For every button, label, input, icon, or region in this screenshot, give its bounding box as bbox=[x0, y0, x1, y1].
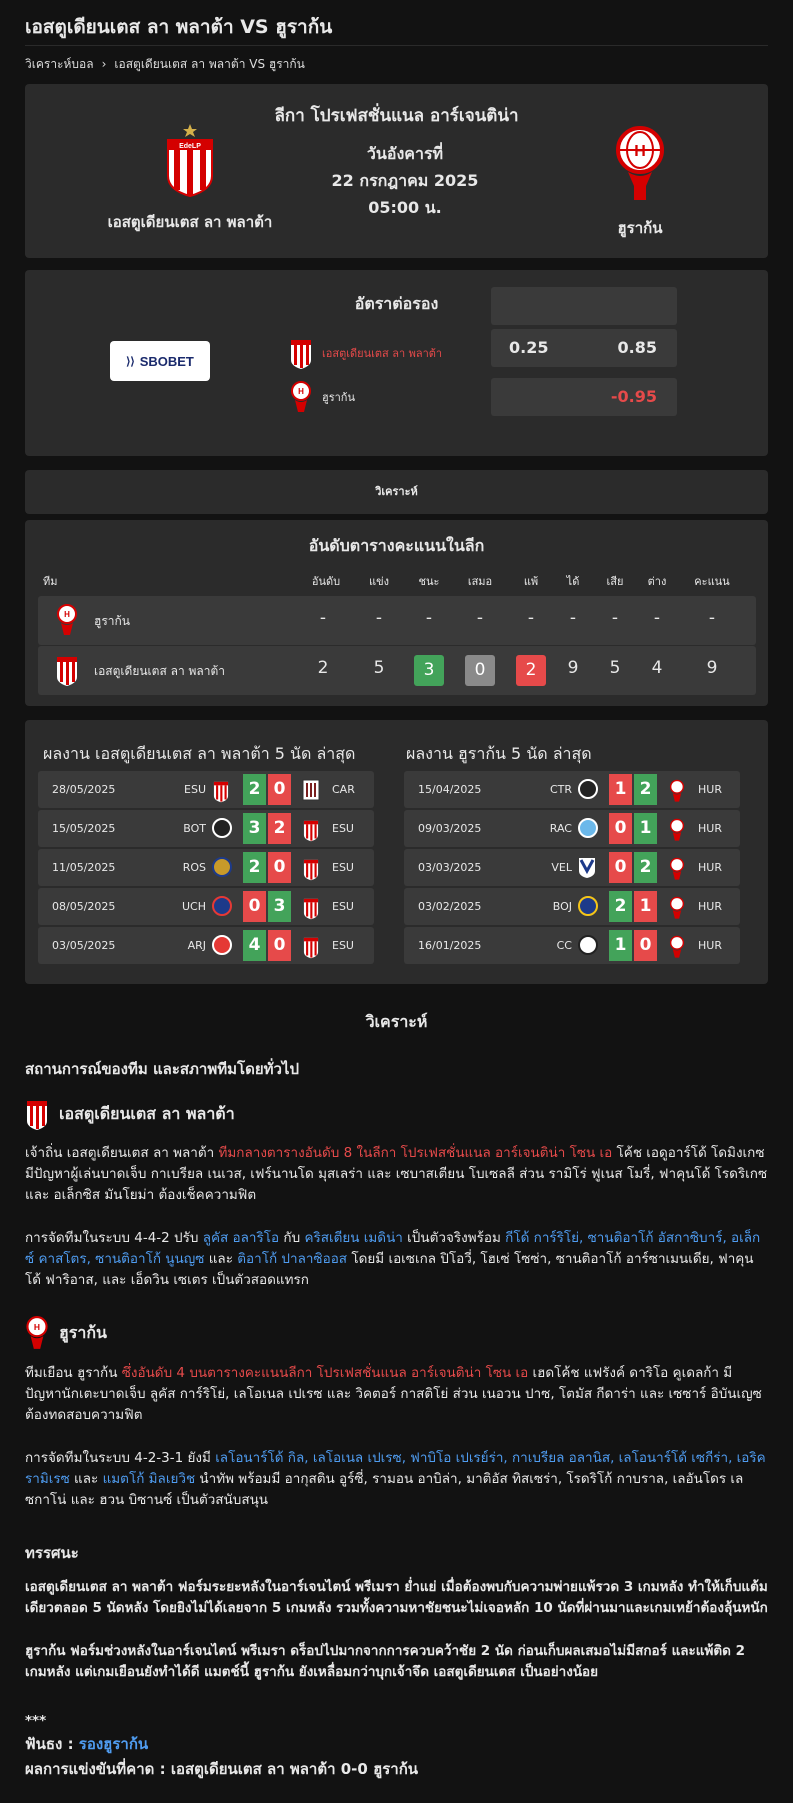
away-team-crest-icon bbox=[616, 124, 664, 204]
away-small-crest-icon bbox=[25, 1315, 49, 1351]
form-row[interactable] bbox=[38, 927, 374, 964]
view-paragraph-1: เอสตูเดียนเตส ลา พลาต้า ฟอร์มระยะหลังในอาร์เจนไตน์ พรีเมรา ย่ำแย่ เมื่อต้องพบกับความพ่ายแพ้รวด 3 เกมหลัง ทำให้เก็บแต้มเดียวตลอด 5 นัดหลัง โดยยิงไม่ได้เลยจาก 5 เกมหลัง รวมทั้งความหาชัยชนะไม่เจอหลัก 10 นัดที่ผ่านมาและเกมเหย้าต้องลุ้นหนัก bbox=[25, 1579, 768, 1616]
match-datetime bbox=[295, 140, 515, 221]
form-row[interactable] bbox=[404, 927, 740, 964]
form-team-2: HUR bbox=[698, 822, 722, 835]
col-pts: คะแนน bbox=[694, 575, 730, 588]
article-home-name: เอสตูเดียนเตส ลา พลาต้า bbox=[59, 1103, 235, 1123]
form-score-2: 0 bbox=[268, 852, 291, 883]
form-score-1: 2 bbox=[243, 852, 266, 883]
row-gd: - bbox=[653, 608, 661, 628]
form-score-1: 0 bbox=[609, 852, 632, 883]
col-win: ชนะ bbox=[418, 575, 440, 588]
article-section-title: สถานการณ์ของทีม และสภาพทีมโดยทั่วไป bbox=[25, 1060, 299, 1078]
match-date: 22 กรกฎาคม 2025 bbox=[331, 171, 479, 190]
form-row[interactable] bbox=[38, 771, 374, 808]
row-gf: 9 bbox=[567, 658, 579, 678]
page-title: เอสตูเดียนเตส ลา พลาต้า VS ฮูราก้น bbox=[25, 0, 768, 46]
odds-home-box[interactable] bbox=[491, 287, 677, 325]
form-score-1: 4 bbox=[243, 930, 266, 961]
away-small-crest-icon bbox=[290, 380, 312, 414]
team-crest-icon bbox=[668, 935, 686, 962]
form-score-1: 0 bbox=[243, 891, 266, 922]
breadcrumb-current: เอสตูเดียนเตส ลา พลาต้า VS ฮูราก้น bbox=[114, 56, 305, 71]
form-team-2: ESU bbox=[332, 900, 354, 913]
form-row[interactable] bbox=[38, 849, 374, 886]
row-pts: - bbox=[708, 608, 716, 628]
form-score-2: 0 bbox=[268, 930, 291, 961]
form-row[interactable] bbox=[404, 849, 740, 886]
form-date: 16/01/2025 bbox=[418, 939, 482, 952]
home-small-crest-icon bbox=[25, 1097, 49, 1131]
form-score-2: 1 bbox=[634, 891, 657, 922]
away-form-title: ผลงาน ฮูราก้น 5 นัด ล่าสุด bbox=[406, 744, 592, 763]
form-score-2: 2 bbox=[634, 774, 657, 805]
form-team-2: HUR bbox=[698, 939, 722, 952]
col-played: แข่ง bbox=[369, 575, 389, 588]
form-row[interactable] bbox=[404, 771, 740, 808]
team-crest-icon bbox=[212, 818, 232, 841]
form-score-1: 3 bbox=[243, 813, 266, 844]
row-gd: 4 bbox=[651, 658, 663, 678]
away-team-name: ฮูราก้น bbox=[617, 219, 663, 237]
view-title: ทรรศนะ bbox=[25, 1544, 79, 1562]
form-team-1: ROS bbox=[182, 861, 206, 874]
row-ga: 5 bbox=[609, 658, 621, 678]
form-row[interactable] bbox=[404, 810, 740, 847]
article-home-paragraph-1: เจ้าถิ่น เอสตูเดียนเตส ลา พลาต้า ทีมกลางตารางอันดับ 8 ในลีกา โปรเฟสชั่นแนล อาร์เจนติน่า โซน เอ โค้ช เอดูอาร์โด้ โดมิงเกซ มีปัญหาผู้เล่นบาดเจ็บ กาเบรียล เนเวส, เฟร์นานโด มุสเลร่า และ เซบาสเตียน โบเซลลี ส่วน รามิโร่ ฟูเนส โมรี่, ฟาคุนโด้ โรดริเกซ และ อเล็กซิส มันโยม่า ต้องเช็คความฟิต bbox=[25, 1145, 768, 1203]
article-title: วิเคราะห์ bbox=[365, 1012, 428, 1031]
svg-text:H: H bbox=[634, 143, 646, 160]
form-score-2: 2 bbox=[268, 813, 291, 844]
sbobet-logo[interactable]: ⟩⟩ SBOBET bbox=[110, 341, 210, 381]
breadcrumb-separator: › bbox=[101, 57, 107, 71]
row-win: - bbox=[425, 608, 433, 628]
match-day: วันอังคารที่ bbox=[366, 144, 444, 163]
form-score-1: 1 bbox=[609, 774, 632, 805]
form-score-1: 1 bbox=[609, 930, 632, 961]
row-team-name: ฮูราก้น bbox=[94, 614, 130, 628]
tip-line: ฟันธง : รองฮูราก้น bbox=[25, 1735, 149, 1753]
row-gf: - bbox=[569, 608, 577, 628]
odds-home-name: เอสตูเดียนเตส ลา พลาต้า bbox=[322, 347, 443, 360]
col-gd: ต่าง bbox=[647, 575, 667, 588]
form-team-2: ESU bbox=[332, 822, 354, 835]
svg-text:H: H bbox=[33, 1321, 41, 1332]
form-team-2: HUR bbox=[698, 861, 722, 874]
odds-away-price-box[interactable] bbox=[491, 378, 677, 416]
analysis-article bbox=[25, 1010, 768, 1780]
form-row[interactable] bbox=[404, 888, 740, 925]
odds-away-price: -0.95 bbox=[610, 387, 657, 406]
team-crest-icon bbox=[212, 779, 230, 806]
match-header bbox=[25, 84, 768, 258]
form-date: 08/05/2025 bbox=[52, 900, 116, 913]
team-crest-icon bbox=[212, 896, 232, 919]
team-crest-icon bbox=[668, 779, 686, 806]
sbobet-mark-icon: ⟩⟩ bbox=[126, 355, 135, 368]
team-crest-icon bbox=[302, 896, 320, 923]
row-rank: 2 bbox=[317, 658, 329, 678]
row-team-name: เอสตูเดียนเตส ลา พลาต้า bbox=[94, 664, 226, 678]
league-name: ลีกา โปรเฟสชั่นแนล อาร์เจนติน่า bbox=[274, 106, 519, 126]
row-win: 3 bbox=[414, 655, 444, 686]
form-team-2: HUR bbox=[698, 900, 722, 913]
odds-home-price: 0.85 bbox=[617, 338, 657, 357]
form-team-1: ESU bbox=[184, 783, 206, 796]
form-team-2: ESU bbox=[332, 861, 354, 874]
form-team-1: BOJ bbox=[552, 900, 572, 913]
col-ga: เสีย bbox=[606, 575, 624, 588]
form-row[interactable] bbox=[38, 810, 374, 847]
article-away-name: ฮูราก้น bbox=[59, 1322, 107, 1342]
team-crest-icon bbox=[578, 818, 598, 841]
odds-handicap: 0.25 bbox=[509, 338, 549, 357]
form-date: 09/03/2025 bbox=[418, 822, 482, 835]
svg-text:H: H bbox=[64, 610, 70, 619]
form-date: 03/03/2025 bbox=[418, 861, 482, 874]
svg-text:EdeLP: EdeLP bbox=[179, 143, 201, 150]
home-small-crest-icon bbox=[290, 336, 312, 370]
form-team-2: HUR bbox=[698, 783, 722, 796]
form-team-1: RAC bbox=[549, 822, 572, 835]
article-home-paragraph-2: การจัดทีมในระบบ 4-4-2 ปรับ ลูคัส อลาริโอ กับ คริสเตียน เมดิน่า เป็นตัวจริงพร้อม กีโด้ การ์ริโย่, ซานติอาโก้ อัสกาซิบาร์, อเล็กซ์ คาสโตร, ซานติอาโก้ นูนญซ และ ติอาโก้ ปาลาซิออส โดยมี เอเซเกล ปิโอวี่, โฮเซ่ โซซ่า, ซานติอาโก้ อาร์ซาเมนเดีย, ฟาคุนโด้ ฟาริอาส, และ เอ็ดวิน เซเตร เป็นตัวสอดแทรก bbox=[25, 1230, 761, 1288]
row-draw: 0 bbox=[465, 655, 495, 686]
team-crest-icon bbox=[668, 896, 686, 923]
form-score-2: 2 bbox=[634, 852, 657, 883]
col-gf: ได้ bbox=[566, 575, 580, 588]
breadcrumb bbox=[25, 46, 768, 82]
team-crest-icon bbox=[578, 896, 598, 919]
stars: *** bbox=[25, 1713, 47, 1729]
form-score-2: 0 bbox=[268, 774, 291, 805]
team-crest-icon bbox=[668, 818, 686, 845]
article-away-paragraph-2: การจัดทีมในระบบ 4-2-3-1 ยังมี เลโอนาร์โด้ กิล, เลโอเนล เปเรซ, ฟาบิโอ เปเรย์ร่า, กาเบรียล อลานิส, เลโอนาร์โด้ เซกีร่า, เอริค รามิเรซ และ แมตโก้ มิลเยวิช นำทัพ พร้อมมี อากุสติน อูร์ซี่, รามอน อาบิล่า, มาติอัส ทิสเซร่า, โรดริโก้ กาบราล, เลอันโดร เลซกาโน่ และ ฮวน บิซานซ์ เป็นตัวสนับสนุน bbox=[25, 1450, 766, 1508]
form-date: 28/05/2025 bbox=[52, 783, 116, 796]
article-away-paragraph-1: ทีมเยือน ฮูราก้น ซึ่งอันดับ 4 บนตารางคะแนนลีกา โปรเฟสชั่นแนล อาร์เจนติน่า โซน เอ เฮดโค้ช แฟรังค์ ดาริโอ คูเดลก้า มีปัญหานักเตะบาดเจ็บ ลูคัส การ์ริโย่, เลโอเนล เปเรซ และ วิคตอร์ กาสติโย่ ส่วน เนอวน ปาซ, โตมัส กีดาร่า และ เซซาร์ อิบันเญซ ต้องทดสอบความฟิต bbox=[25, 1365, 762, 1423]
table-row[interactable] bbox=[38, 646, 756, 695]
form-row[interactable] bbox=[38, 888, 374, 925]
article-home-heading bbox=[25, 1097, 768, 1131]
team-crest-icon bbox=[212, 935, 232, 958]
team-crest-icon bbox=[302, 857, 320, 884]
odds-away-row bbox=[290, 380, 355, 414]
row-ga: - bbox=[611, 608, 619, 628]
article-away-heading bbox=[25, 1315, 768, 1351]
row-loss: - bbox=[527, 608, 535, 628]
form-team-1: VEL bbox=[551, 861, 572, 874]
tab-analysis[interactable]: วิเคราะห์ bbox=[25, 470, 768, 514]
away-small-crest-icon bbox=[56, 603, 78, 637]
odds-title: อัตราต่อรอง bbox=[354, 294, 439, 313]
form-date: 03/02/2025 bbox=[418, 900, 482, 913]
row-loss: 2 bbox=[516, 655, 546, 686]
table-row[interactable] bbox=[38, 596, 756, 645]
home-form-title: ผลงาน เอสตูเดียนเตส ลา พลาต้า 5 นัด ล่าสุด bbox=[43, 744, 356, 763]
standings-title: อันดับตารางคะแนนในลีก bbox=[308, 536, 485, 555]
form-team-1: CTR bbox=[549, 783, 572, 796]
away-team[interactable] bbox=[565, 124, 715, 240]
team-crest-icon bbox=[578, 857, 596, 882]
tip-link[interactable]: รองฮูราก้น bbox=[78, 1735, 149, 1753]
form-score-1: 2 bbox=[243, 774, 266, 805]
team-crest-icon bbox=[302, 779, 320, 804]
form-score-1: 0 bbox=[609, 813, 632, 844]
form-date: 03/05/2025 bbox=[52, 939, 116, 952]
match-time: 05:00 น. bbox=[368, 198, 442, 217]
form-score-2: 0 bbox=[634, 930, 657, 961]
home-team-name: เอสตูเดียนเตส ลา พลาต้า bbox=[107, 213, 273, 231]
view-paragraph-2: ฮูราก้น ฟอร์มช่วงหลังในอาร์เจนไตน์ พรีเมรา ดร็อปไปมากจากการควบคว้าชัย 2 นัด ก่อนเก็บผลเสมอไม่มีสกอร์ และแพ้ติด 2 เกมหลัง แต่เกมเยือนยังทำได้ดี แมตช์นี้ ฮูราก้น ยังเหลื่อมกว่าบุกเจ้าจึด เอสตูเดียนเตส เป็นอย่างน้อย bbox=[25, 1643, 746, 1680]
form-date: 15/04/2025 bbox=[418, 783, 482, 796]
row-played: - bbox=[375, 608, 383, 628]
prediction-line: ผลการแข่งขันที่คาด : เอสตูเดียนเตส ลา พลาต้า 0-0 ฮูราก้น bbox=[25, 1760, 419, 1778]
col-rank: อันดับ bbox=[311, 575, 341, 588]
form-team-1: BOT bbox=[183, 822, 206, 835]
form-date: 15/05/2025 bbox=[52, 822, 116, 835]
form-team-1: CC bbox=[556, 939, 572, 952]
form-date: 11/05/2025 bbox=[52, 861, 116, 874]
col-team: ทีม bbox=[43, 575, 58, 588]
odds-away-name: ฮูราก้น bbox=[322, 391, 355, 404]
breadcrumb-root-link[interactable]: วิเคราะห์บอล bbox=[25, 56, 94, 71]
form-team-2: ESU bbox=[332, 939, 354, 952]
form-team-1: ARJ bbox=[187, 939, 206, 952]
form-score-2: 3 bbox=[268, 891, 291, 922]
col-draw: เสมอ bbox=[467, 575, 493, 588]
row-rank: - bbox=[319, 608, 327, 628]
form-team-1: UCH bbox=[181, 900, 206, 913]
team-crest-icon bbox=[302, 935, 320, 962]
team-crest-icon bbox=[668, 857, 686, 884]
home-team-crest-icon bbox=[165, 124, 215, 198]
row-played: 5 bbox=[373, 658, 385, 678]
team-crest-icon bbox=[578, 779, 598, 802]
team-crest-icon bbox=[578, 935, 598, 958]
svg-text:H: H bbox=[298, 387, 304, 396]
home-team[interactable] bbox=[85, 124, 295, 234]
row-pts: 9 bbox=[706, 658, 718, 678]
form-team-2: CAR bbox=[332, 783, 355, 796]
odds-home-price-box[interactable] bbox=[491, 329, 677, 367]
row-draw: - bbox=[476, 608, 484, 628]
team-crest-icon bbox=[302, 818, 320, 845]
odds-home-row bbox=[290, 336, 442, 370]
team-crest-icon bbox=[212, 857, 232, 880]
col-loss: แพ้ bbox=[523, 575, 539, 588]
form-score-1: 2 bbox=[609, 891, 632, 922]
form-score-2: 1 bbox=[634, 813, 657, 844]
home-small-crest-icon bbox=[56, 653, 78, 687]
